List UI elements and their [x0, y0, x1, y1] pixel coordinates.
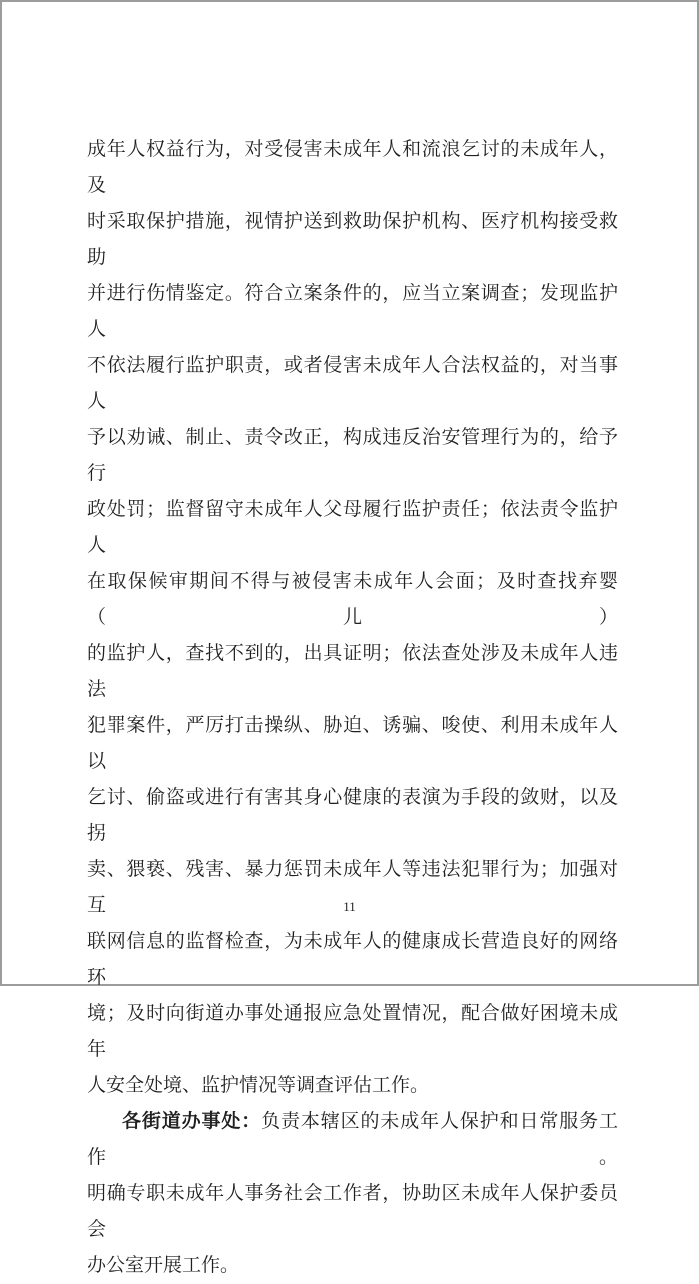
body-text-line: 乞讨、偷盗或进行有害其身心健康的表演为手段的敛财，以及拐	[87, 787, 618, 844]
body-text-line: 成年人权益行为，对受侵害未成年人和流浪乞讨的未成年人，及	[87, 139, 618, 196]
body-text-line: 予以劝诫、制止、责令改正，构成违反治安管理行为的，给予行	[87, 427, 618, 484]
body-text-line: 人安全处境、监护情况等调查评估工作。	[87, 1075, 430, 1096]
body-text-line: 不依法履行监护职责，或者侵害未成年人合法权益的，对当事人	[87, 355, 618, 412]
body-text-line: 境；及时向街道办事处通报应急处置情况，配合做好困境未成年	[87, 1003, 618, 1060]
body-text-line: 并进行伤情鉴定。符合立案条件的，应当立案调查；发现监护人	[87, 283, 618, 340]
body-text-line: 时采取保护措施，视情护送到救助保护机构、医疗机构接受救助	[87, 211, 618, 268]
body-text-line: 办公室开展工作。	[87, 1255, 240, 1276]
body-text-line: 政处罚；监督留守未成年人父母履行监护责任；依法责令监护人	[87, 499, 618, 556]
document-body	[87, 132, 618, 1284]
paragraph-lead-bold: 各街道办事处：	[122, 1111, 262, 1132]
paragraph-lead-rest: 负责本辖区的未成年人保护和日常服务工作。	[87, 1111, 618, 1168]
page-number: 11	[343, 899, 356, 914]
body-text-line: 卖、猥亵、残害、暴力惩罚未成年人等违法犯罪行为；加强对互	[87, 859, 618, 916]
body-text-line: 犯罪案件，严厉打击操纵、胁迫、诱骗、唆使、利用未成年人以	[87, 715, 618, 772]
body-text-line: 的监护人，查找不到的，出具证明；依法查处涉及未成年人违法	[87, 643, 618, 700]
body-text-line: 明确专职未成年人事务社会工作者，协助区未成年人保护委员会	[87, 1183, 618, 1240]
body-text-line: 联网信息的监督检查，为未成年人的健康成长营造良好的网络环	[87, 931, 618, 988]
paragraph-street-offices	[87, 1104, 618, 1176]
body-text-line: 在取保候审期间不得与被侵害未成年人会面；及时查找弃婴（儿）	[87, 571, 618, 628]
